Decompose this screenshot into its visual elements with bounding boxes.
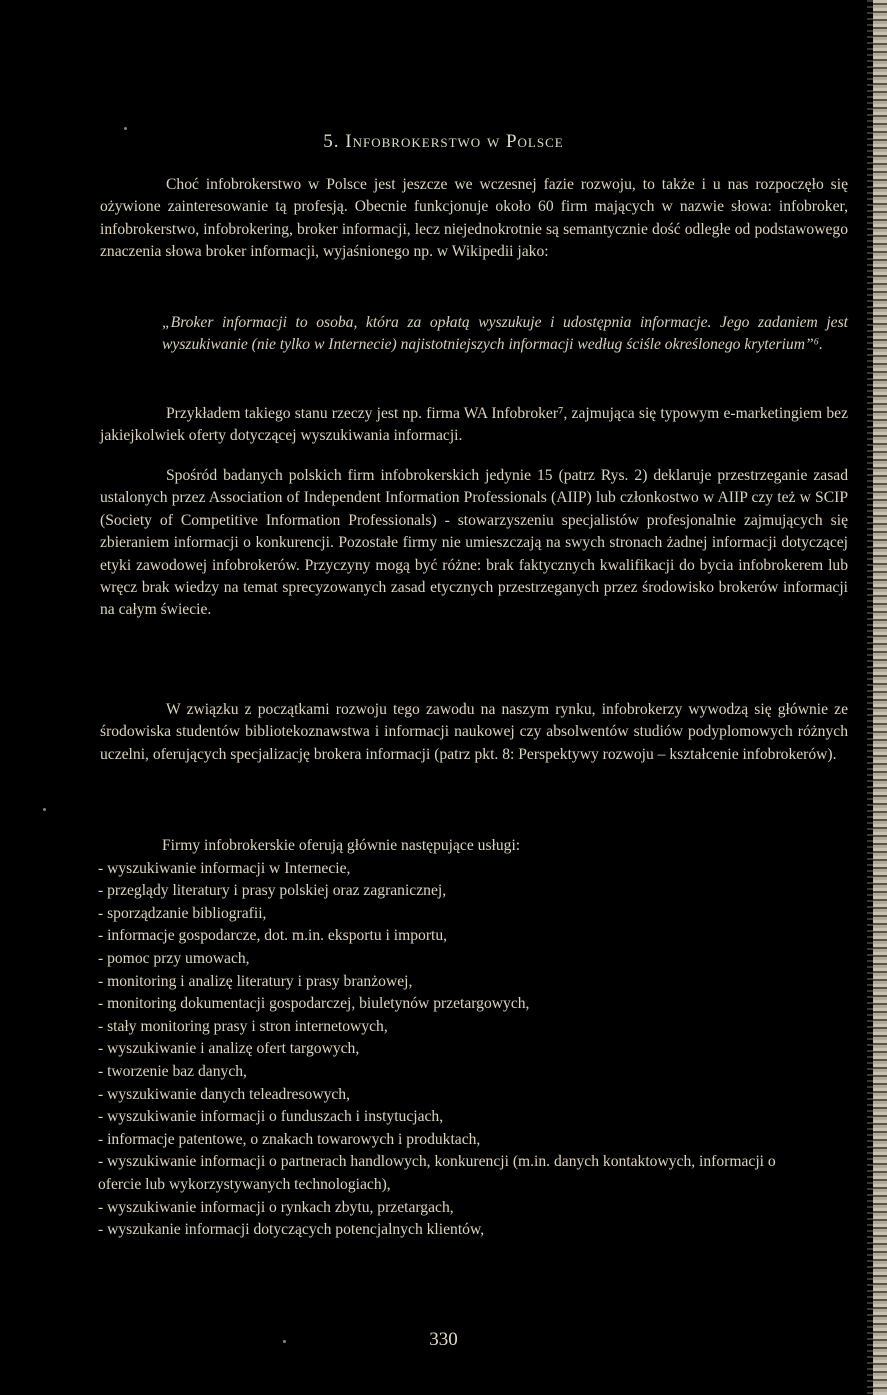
list-item: - stały monitoring prasy i stron internetowych, xyxy=(98,1017,388,1035)
list-item: - wyszukiwanie informacji o rynkach zbytu, przetargach, xyxy=(98,1198,454,1216)
list-item: - informacje patentowe, o znakach towarowych i produktach, xyxy=(98,1130,481,1148)
list-item: - wyszukiwanie danych teleadresowych, xyxy=(98,1085,351,1103)
section-heading: 5. Infobrokerstwo w Polsce xyxy=(323,131,564,152)
list-item: - monitoring dokumentacji gospodarczej, biuletynów przetargowych, xyxy=(98,995,530,1013)
list-item: - wyszukanie informacji dotyczących potencjalnych klientów, xyxy=(98,1221,485,1239)
list-item: - wyszukiwanie informacji o funduszach i instytucjach, xyxy=(98,1108,444,1126)
page-edge xyxy=(873,0,887,1395)
list-item: - informacje gospodarcze, dot. m.in. eksportu i importu, xyxy=(98,927,448,945)
scan-speck xyxy=(124,127,127,130)
services-section xyxy=(98,835,798,1242)
services-intro: Firmy infobrokerskie oferują głównie następujące usługi: xyxy=(162,837,521,854)
list-item: - sporządzanie bibliografii, xyxy=(98,904,267,922)
scan-speck xyxy=(43,808,46,811)
paragraph-education xyxy=(100,699,848,766)
paragraph-education-text: W związku z początkami rozwoju tego zawodu na naszym rynku, infobrokerzy wywodzą się głównie ze środowiska studentów bibliotekoznawstwa i informacji naukowej czy absolwentów studiów podyplomowych różnych uczelni, oferujących specjalizację brokera informacji (patrz pkt. 8: Perspektywy rozwoju – kształcenie infobrokerów). xyxy=(100,701,848,763)
services-list xyxy=(98,858,798,1242)
list-item: - wyszukiwanie informacji o partnerach handlowych, konkurencji (m.in. danych kontaktowych, informacji o ofercie lub wykorzystywanych technologiach), xyxy=(98,1153,776,1193)
list-item: - tworzenie baz danych, xyxy=(98,1062,247,1080)
list-item: - monitoring i analizę literatury i prasy branżowej, xyxy=(98,972,413,990)
list-item: - pomoc przy umowach, xyxy=(98,949,250,967)
paragraph-ethics xyxy=(100,465,848,622)
paragraph-example-text: Przykładem takiego stanu rzeczy jest np. firma WA Infobroker⁷, zajmująca się typowym e-marketingiem bez jakiejkolwiek oferty dotyczącej wyszukiwania informacji. xyxy=(100,405,848,445)
list-item: - przeglądy literatury i prasy polskiej oraz zagranicznej, xyxy=(98,882,447,900)
page-number: 330 xyxy=(429,1329,458,1350)
paragraph-example xyxy=(100,403,848,448)
list-item: - wyszukiwanie informacji w Internecie, xyxy=(98,859,351,877)
wikipedia-quote: „Broker informacji to osoba, która za opłatą wyszukuje i udostępnia informacje. Jego zadaniem jest wyszukiwanie (nie tylko w Internecie) najistotniejszych informacji według ściśle określonego kryterium”⁶. xyxy=(162,314,848,354)
list-item: - wyszukiwanie i analizę ofert targowych, xyxy=(98,1040,360,1058)
paragraph-intro xyxy=(100,174,848,264)
paragraph-ethics-text: Spośród badanych polskich firm infobrokerskich jedynie 15 (patrz Rys. 2) deklaruje przestrzeganie zasad ustalonych przez Association of Independent Information Professionals (AIIP) lub członkostwo w AIIP czy też w SCIP (Society of Competitive Information Professionals) - stowarzyszeniu specjalistów profesjonalnie zajmujących się zbieraniem informacji o konkurencji. Pozostałe firmy nie umieszczają na swych stronach żadnej informacji dotyczącej etyki zawodowej infobrokerów. Przyczyny mogą być różne: brak faktycznych kwalifikacji do bycia infobrokerem lub wręcz brak wiedzy na temat sprecyzowanych zasad etycznych przestrzeganych przez środowisko brokerów informacji na całym świecie. xyxy=(100,467,848,619)
paragraph-intro-text: Choć infobrokerstwo w Polsce jest jeszcze we wczesnej fazie rozwoju, to także i u nas rozpoczęło się ożywione zainteresowanie tą profesją. Obecnie funkcjonuje około 60 firm mających w nazwie słowa: infobroker, infobrokerstwo, infobrokering, broker informacji, lecz niejednokrotnie są semantycznie dość odległe od podstawowego znaczenia słowa broker informacji, wyjaśnionego np. w Wikipedii jako: xyxy=(100,176,848,261)
